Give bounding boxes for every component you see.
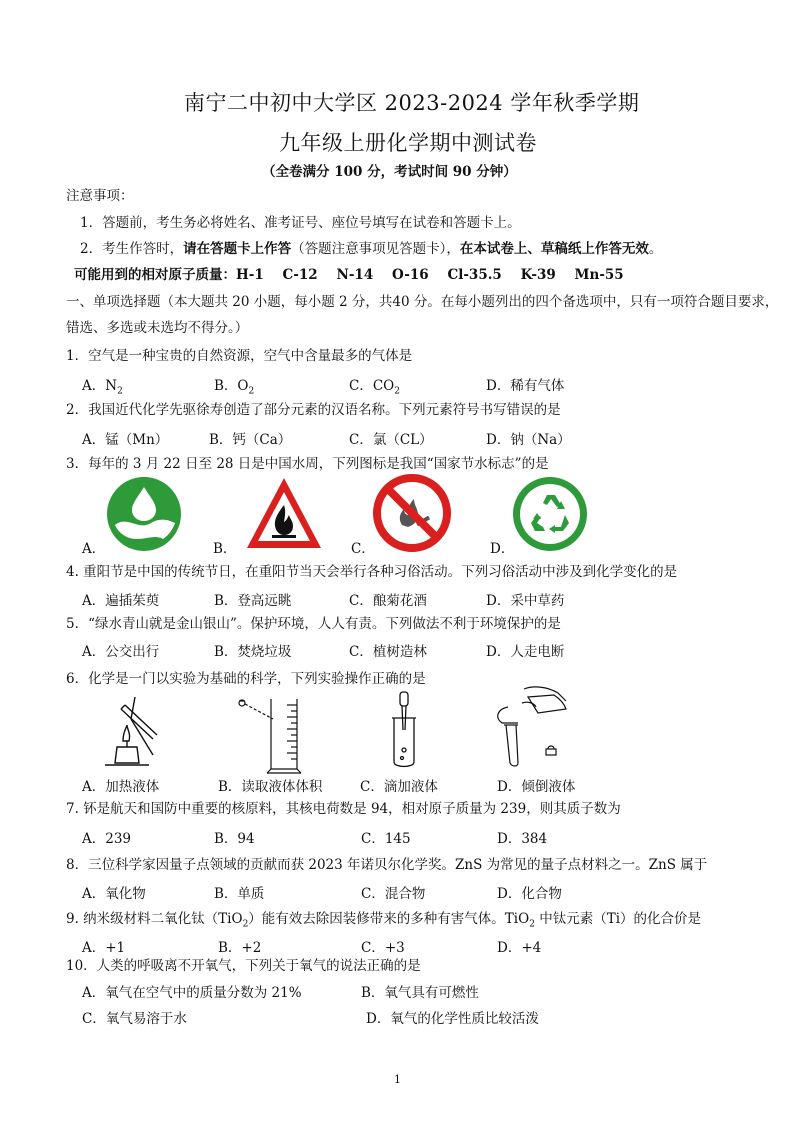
notes-heading: 注意事项： bbox=[66, 188, 134, 204]
recycling-icon bbox=[511, 475, 589, 553]
q1-c-text: C．CO bbox=[349, 378, 395, 394]
q1-c-sub: 2 bbox=[394, 386, 400, 397]
q9-option-a: A．+1 bbox=[82, 940, 126, 956]
q1-a-sub: 2 bbox=[117, 386, 123, 397]
note-2-bold: 在本试卷上、草稿纸上作答无效 bbox=[459, 241, 649, 257]
q3-option-a: A． bbox=[82, 541, 106, 557]
q5-option-a: A．公交出行 bbox=[82, 644, 160, 660]
q6-option-b: B．读取液体体积 bbox=[218, 779, 323, 795]
q10-option-d: D．氧气的化学性质比较活泼 bbox=[366, 1011, 539, 1027]
q7-option-a: A．239 bbox=[82, 831, 132, 847]
reading-volume-illustration bbox=[225, 695, 305, 775]
q8-option-d: D．化合物 bbox=[497, 886, 562, 902]
q9-stem-sub: 2 bbox=[242, 919, 249, 930]
dropping-liquid-illustration bbox=[380, 690, 430, 770]
q3-option-d: D． bbox=[490, 541, 515, 557]
q6-option-d: D．倾倒液体 bbox=[497, 779, 576, 795]
q6-option-c: C．滴加液体 bbox=[360, 779, 438, 795]
q3-option-b: B． bbox=[213, 541, 237, 557]
q9-stem-sub: 2 bbox=[529, 919, 535, 930]
q9-option-c: C．+3 bbox=[361, 940, 405, 956]
q4-stem: 4. 重阳节是中国的传统节日，在重阳节当天会举行各种习俗活动。下列习俗活动中涉及到化学变化的是 bbox=[66, 564, 678, 580]
q1-stem: 1．空气是一种宝贵的自然资源，空气中含量最多的气体是 bbox=[66, 348, 413, 364]
flammable-warning-icon bbox=[244, 475, 324, 551]
q1-option-a bbox=[82, 374, 123, 397]
q4-option-a: A．遍插茱萸 bbox=[82, 593, 160, 609]
pouring-liquid-illustration bbox=[488, 683, 574, 773]
q8-option-c: C．混合物 bbox=[361, 886, 426, 902]
q3-stem: 3．每年的 3 月 22 日至 28 日是中国水周，下列图标是我国“国家节水标志”的是 bbox=[66, 456, 549, 472]
q5-option-b: B．焚烧垃圾 bbox=[214, 644, 292, 660]
q1-a-text: A．N bbox=[82, 378, 118, 394]
page-number: 1 bbox=[394, 1073, 401, 1086]
note-2 bbox=[80, 239, 662, 259]
q5-option-d: D．人走电断 bbox=[486, 644, 565, 660]
q10-stem: 10．人类的呼吸离不开氧气，下列关于氧气的说法正确的是 bbox=[66, 958, 421, 974]
q1-b-text: B．O bbox=[214, 378, 249, 394]
q4-option-d: D．采中草药 bbox=[486, 593, 565, 609]
q9-stem-part: 中钛元素（Ti）的化合价是 bbox=[534, 911, 702, 927]
q7-stem: 7. 钚是航天和国防中重要的核原料，其核电荷数是 94，相对原子质量为 239，则其质子数为 bbox=[66, 801, 621, 817]
q1-option-b bbox=[214, 374, 254, 397]
q2-option-a: A．锰（Mn） bbox=[82, 432, 169, 448]
note-2-part: （答题注意事项见答题卡）， bbox=[291, 241, 460, 257]
no-fire-icon bbox=[372, 473, 452, 553]
q9-option-d: D．+4 bbox=[497, 940, 542, 956]
exam-title-line1: 南宁二中初中大学区 2023-2024 学年秋季学期 bbox=[184, 91, 640, 115]
q6-stem: 6．化学是一门以实验为基础的科学，下列实验操作正确的是 bbox=[66, 671, 426, 687]
heating-liquid-illustration bbox=[95, 695, 175, 770]
q2-option-b: B．钙（Ca） bbox=[209, 432, 292, 448]
q9-option-b: B．+2 bbox=[218, 940, 262, 956]
q8-stem: 8．三位科学家因量子点领域的贡献而获 2023 年诺贝尔化学奖。ZnS 为常见的量子点材料之一。ZnS 属于 bbox=[66, 857, 708, 873]
note-2-part: 2．考生作答时， bbox=[80, 241, 184, 257]
exam-subtitle: （全卷满分 100 分，考试时间 90 分钟） bbox=[262, 164, 517, 180]
q5-option-c: C．植树造林 bbox=[349, 644, 427, 660]
q4-option-c: C．酿菊花酒 bbox=[349, 593, 427, 609]
q9-stem-part: 9. 纳米级材料二氧化钛（TiO bbox=[66, 911, 243, 927]
q3-option-c: C． bbox=[351, 541, 375, 557]
water-saving-icon bbox=[105, 475, 183, 553]
q1-option-c bbox=[349, 374, 400, 397]
q7-option-c: C．145 bbox=[361, 831, 411, 847]
q6-option-a: A．加热液体 bbox=[82, 779, 160, 795]
atomic-masses: 可能用到的相对原子质量：H-1 C-12 N-14 O-16 Cl-35.5 K-39 Mn-55 bbox=[74, 267, 624, 283]
q1-b-sub: 2 bbox=[248, 386, 255, 397]
q2-option-d: D．钠（Na） bbox=[486, 432, 571, 448]
section1-line1: 一、单项选择题（本大题共 20 小题，每小题 2 分，共40 分。在每小题列出的四个备选项中，只有一项符合题目要求， bbox=[66, 294, 779, 310]
note-2-bold: 请在答题卡上作答 bbox=[183, 241, 292, 257]
q4-option-b: B．登高远眺 bbox=[214, 593, 292, 609]
section1-line2: 错选、多选或未选均不得分。） bbox=[66, 320, 249, 336]
q10-option-b: B．氧气具有可燃性 bbox=[361, 985, 479, 1001]
q9-stem bbox=[66, 909, 701, 935]
q7-option-d: D．384 bbox=[497, 831, 548, 847]
q1-option-d: D．稀有气体 bbox=[486, 378, 565, 394]
note-2-part: 。 bbox=[648, 241, 663, 257]
q2-stem: 2．我国近代化学先驱徐寿创造了部分元素的汉语名称。下列元素符号书写错误的是 bbox=[66, 402, 561, 418]
note-1: 1．答题前，考生务必将姓名、准考证号、座位号填写在试卷和答题卡上。 bbox=[80, 215, 521, 231]
q9-stem-part: ）能有效去除因装修带来的多种有害气体。TiO bbox=[248, 911, 530, 927]
q7-option-b: B．94 bbox=[214, 831, 255, 847]
q10-option-a: A．氧气在空气中的质量分数为 21% bbox=[82, 985, 302, 1001]
q8-option-a: A．氧化物 bbox=[82, 886, 146, 902]
q10-option-c: C．氧气易溶于水 bbox=[82, 1011, 187, 1027]
q8-option-b: B．单质 bbox=[214, 886, 265, 902]
exam-title-line2: 九年级上册化学期中测试卷 bbox=[279, 131, 537, 155]
q5-stem: 5．“绿水青山就是金山银山”。保护环境，人人有责。下列做法不利于环境保护的是 bbox=[66, 616, 561, 632]
q2-option-c: C．氯（CL） bbox=[349, 432, 433, 448]
